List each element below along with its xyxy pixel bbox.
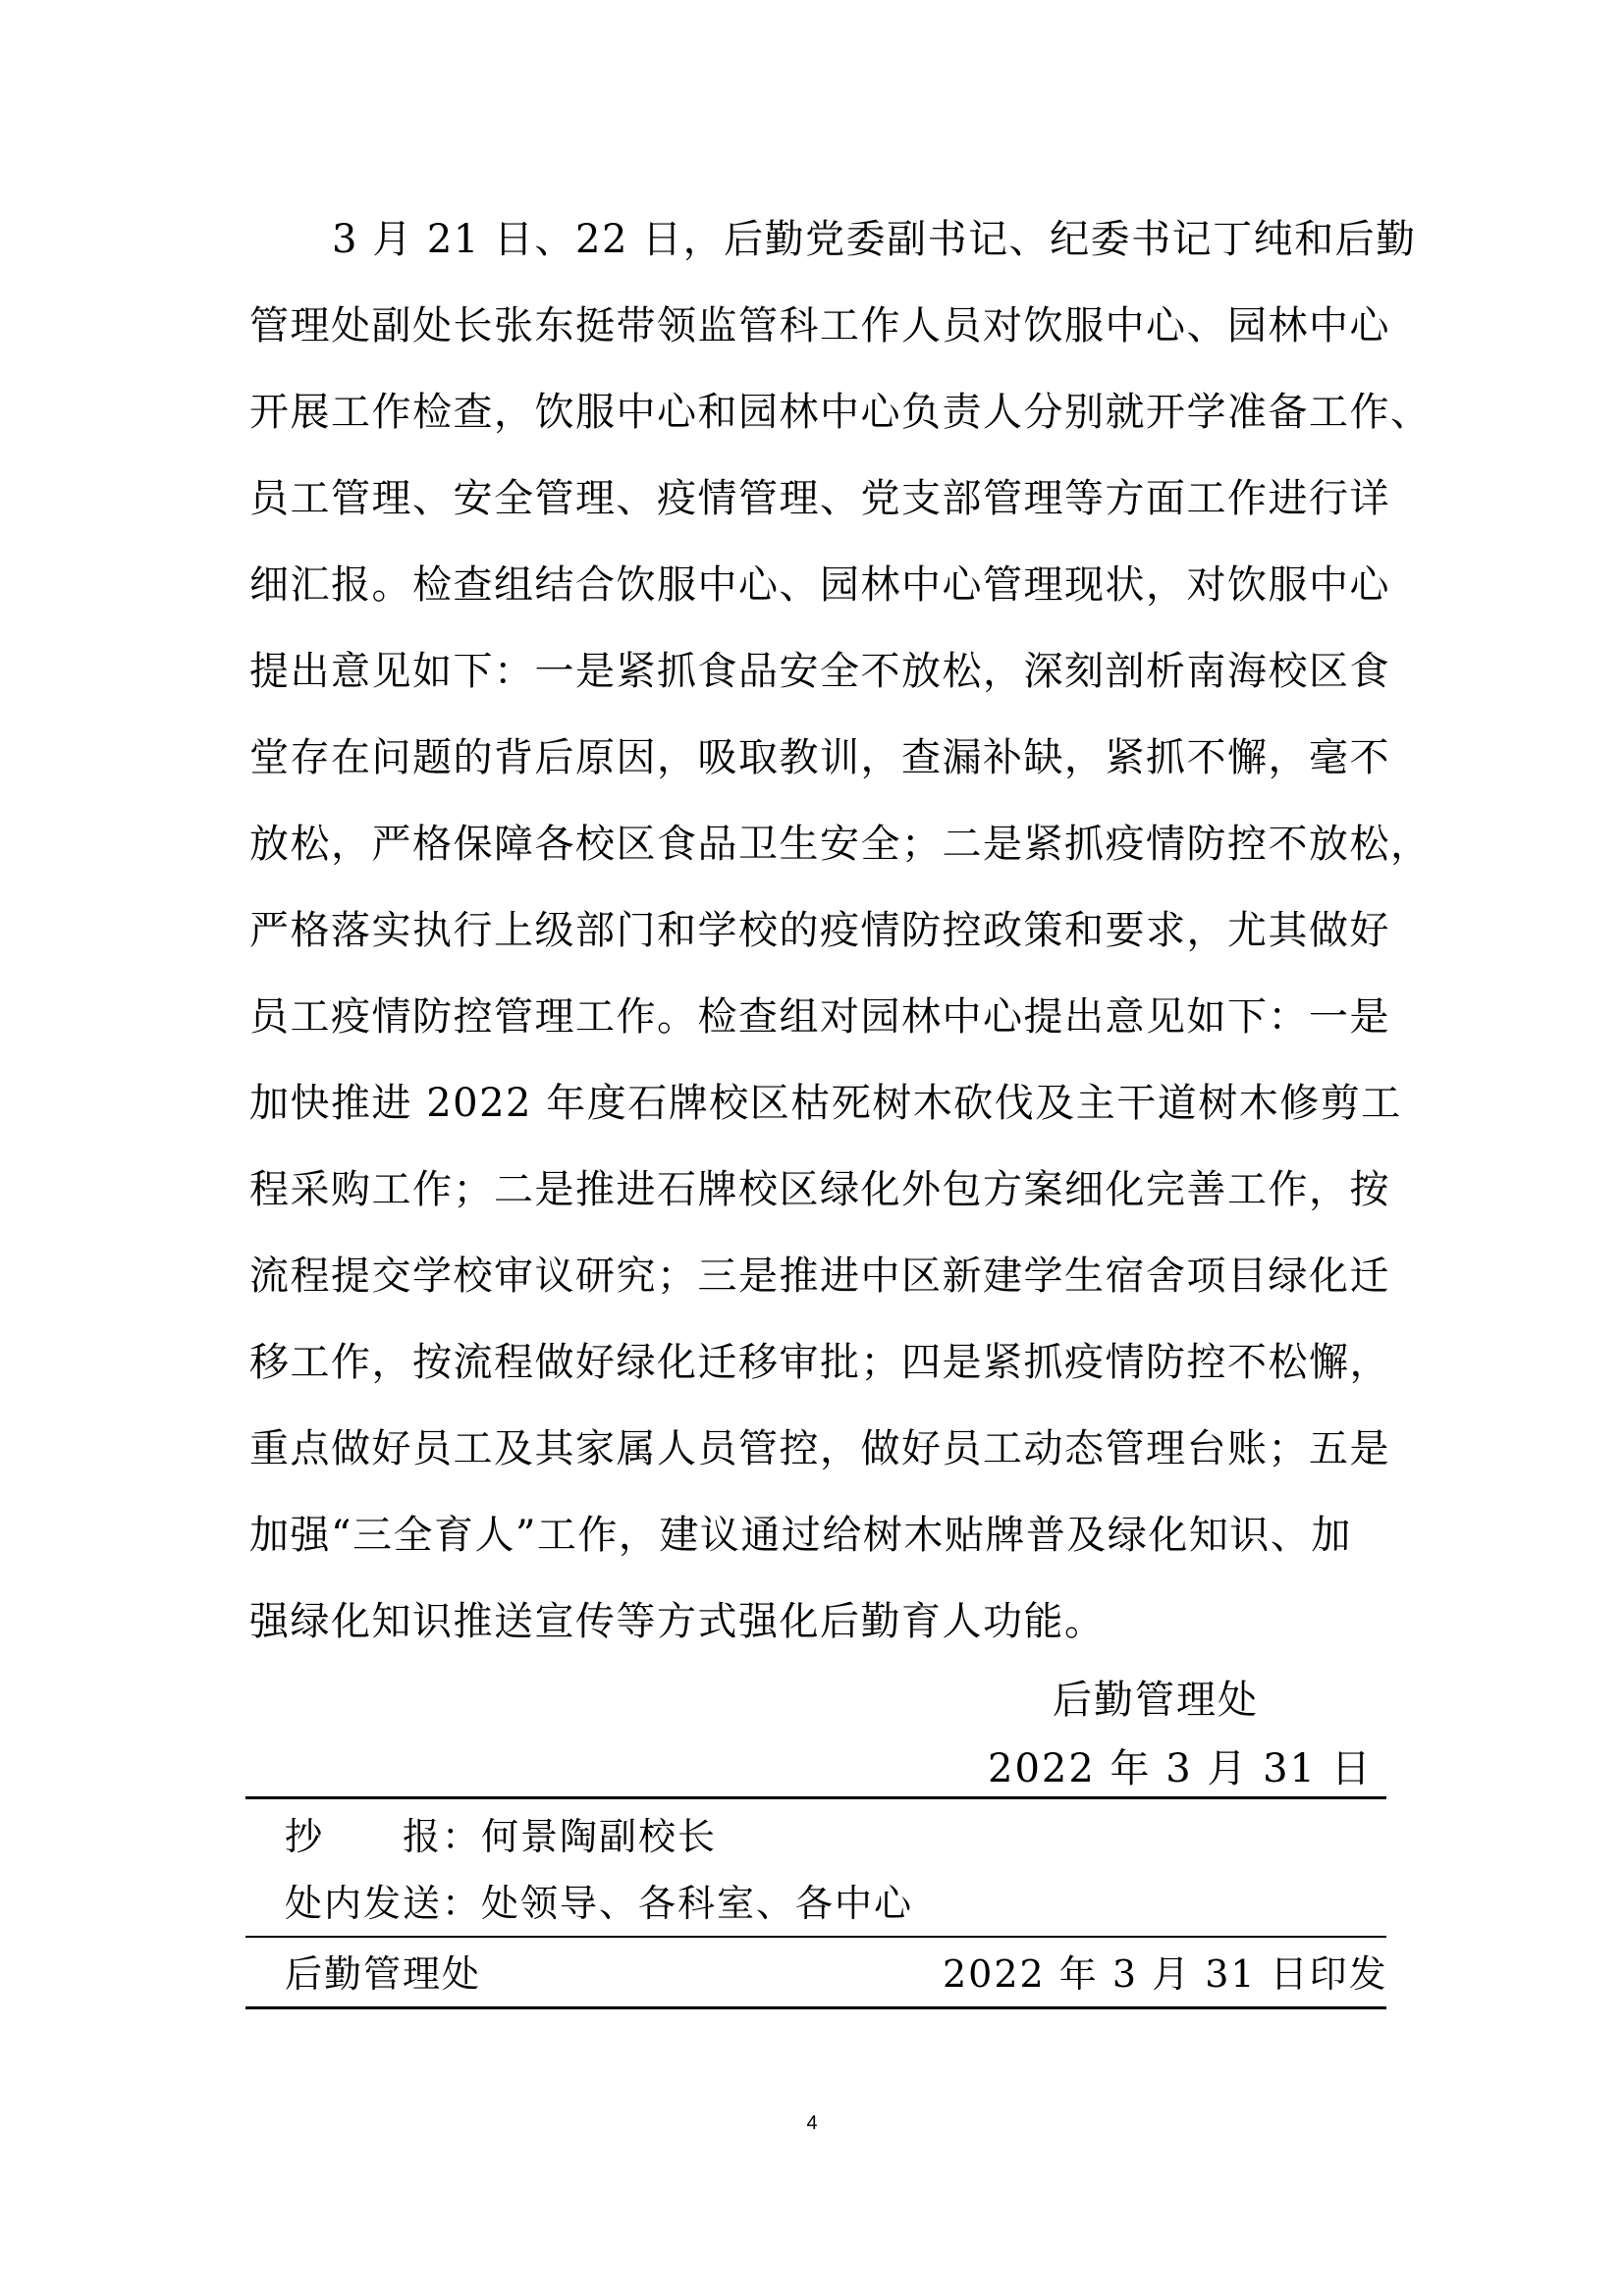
body-line: 细汇报。检查组结合饮服中心、园林中心管理现状，对饮服中心: [249, 562, 1390, 608]
cc-value: 何景陶副校长: [481, 1815, 718, 1858]
internal-label: 处内发送：: [285, 1882, 482, 1925]
cc-row: [285, 1815, 718, 1858]
body-line: 员工管理、安全管理、疫情管理、党支部管理等方面工作进行详: [249, 476, 1390, 521]
body-line: 程采购工作；二是推进石牌校区绿化外包方案细化完善工作，按: [249, 1167, 1390, 1212]
signature-org: 后勤管理处: [1053, 1678, 1259, 1723]
body-line: 移工作，按流程做好绿化迁移审批；四是紧抓疫情防控不松懈，: [249, 1340, 1390, 1385]
body-line: 提出意见如下：一是紧抓食品安全不放松，深刻剖析南海校区食: [249, 649, 1390, 694]
body-line: 3 月 21 日、22 日，后勤党委副书记、纪委书记丁纯和后勤: [332, 217, 1417, 262]
body-line: 堂存在问题的背后原因，吸取教训，查漏补缺，紧抓不懈，毫不: [249, 735, 1390, 780]
body-line: 开展工作检查，饮服中心和园林中心负责人分别就开学准备工作、: [249, 390, 1432, 435]
body-line: 管理处副处长张东挺带领监管科工作人员对饮服中心、园林中心: [249, 303, 1390, 348]
middle-divider: [245, 1936, 1386, 1938]
issuer: 后勤管理处: [285, 1952, 482, 1996]
internal-distribution-row: [285, 1882, 914, 1925]
top-divider: [245, 1796, 1386, 1799]
page-number: 4: [806, 2112, 818, 2134]
body-line: 重点做好员工及其家属人员管控，做好员工动态管理台账；五是: [249, 1426, 1390, 1471]
body-line: 员工疫情防控管理工作。检查组对园林中心提出意见如下：一是: [249, 994, 1390, 1040]
signature-date: 2022 年 3 月 31 日: [988, 1746, 1373, 1791]
body-line: 严格落实执行上级部门和学校的疫情防控政策和要求，尤其做好: [249, 908, 1390, 953]
cc-label: 抄 报：: [285, 1815, 482, 1858]
body-line: 放松，严格保障各校区食品卫生安全；二是紧抓疫情防控不放松，: [249, 822, 1432, 867]
bottom-divider: [245, 2006, 1386, 2009]
body-line: 加强“三全育人”工作，建议通过给树木贴牌普及绿化知识、加: [249, 1513, 1352, 1558]
issue-date: 2022 年 3 月 31 日印发: [943, 1952, 1388, 1996]
body-line: 流程提交学校审议研究；三是推进中区新建学生宿舍项目绿化迁: [249, 1254, 1390, 1299]
body-line: 强绿化知识推送宣传等方式强化后勤育人功能。: [249, 1599, 1106, 1644]
internal-value: 处领导、各科室、各中心: [481, 1882, 914, 1925]
body-line: 加快推进 2022 年度石牌校区枯死树木砍伐及主干道树木修剪工: [249, 1081, 1402, 1126]
